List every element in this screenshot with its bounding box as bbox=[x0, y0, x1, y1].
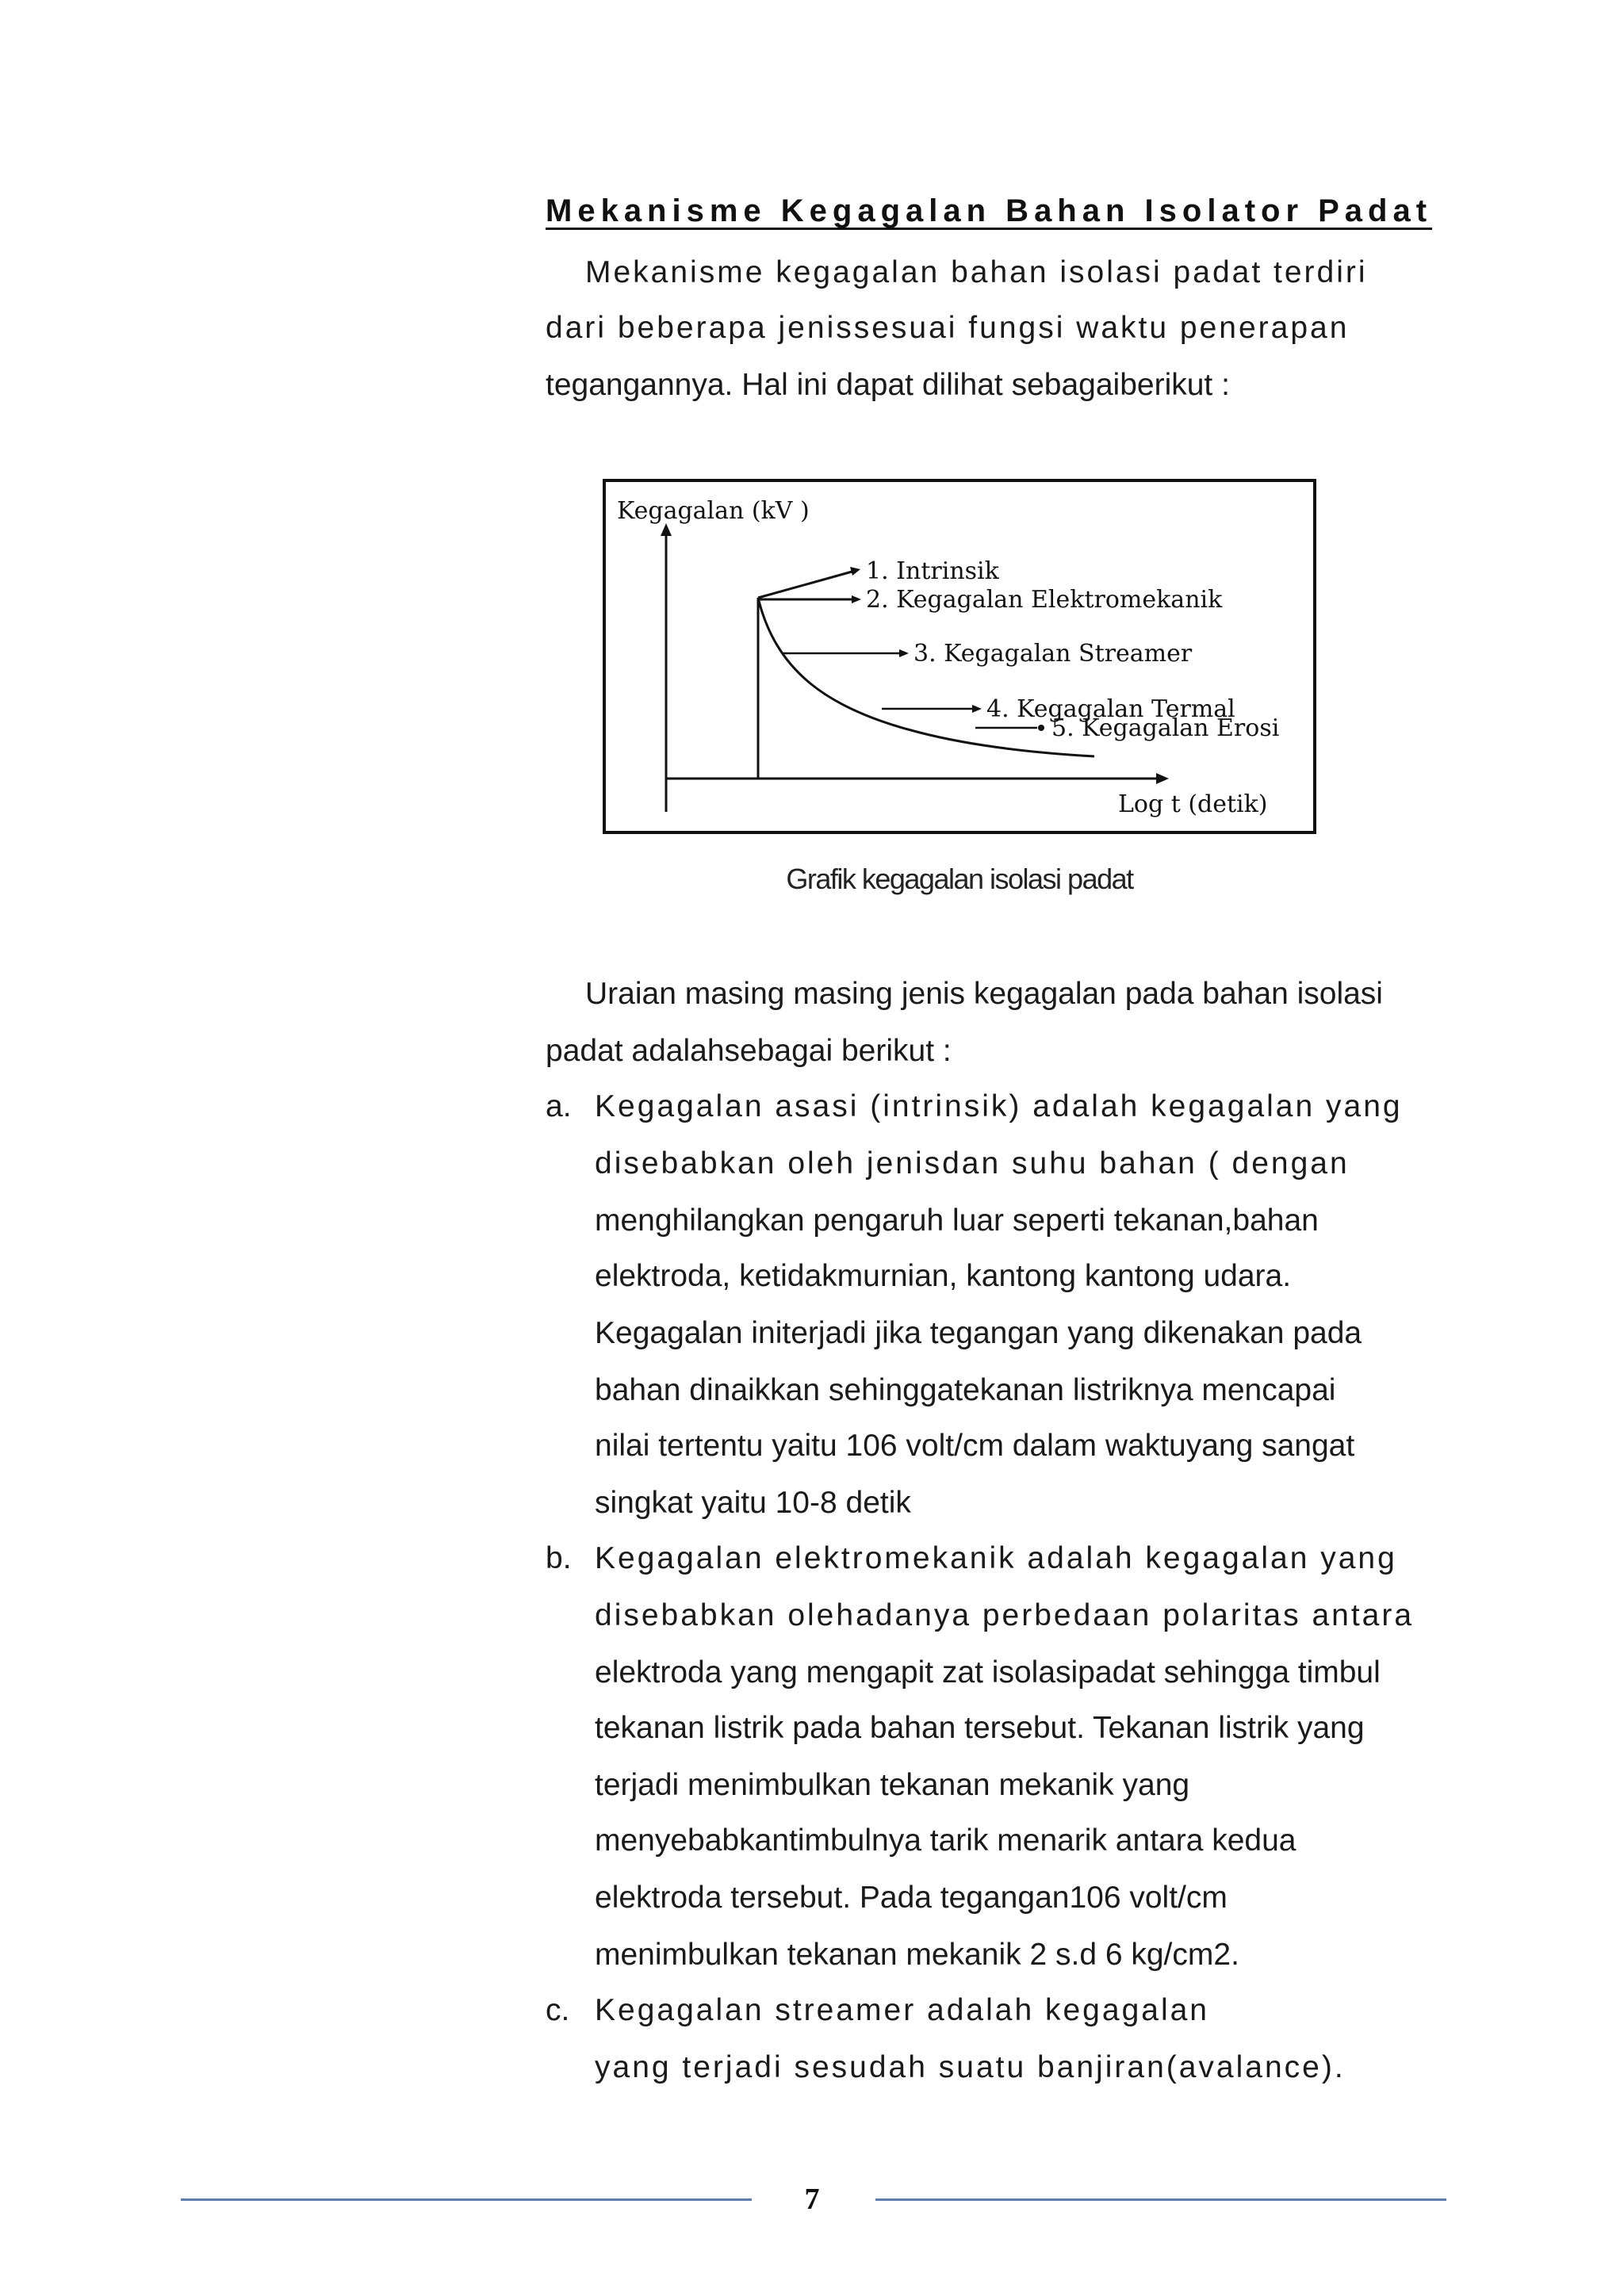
intro-line: dari beberapa jenissesuai fungsi waktu penerapan bbox=[546, 311, 1350, 345]
list-item-a-line: bahan dinaikkan sehinggatekanan listriknya mencapai bbox=[595, 1373, 1336, 1407]
list-item-a-line: Kegagalan asasi (intrinsik) adalah kegagalan yang bbox=[595, 1089, 1403, 1123]
list-marker-b: b. bbox=[546, 1541, 572, 1575]
footer-rule-left bbox=[181, 2198, 752, 2201]
list-item-a-line: nilai tertentu yaitu 106 volt/cm dalam waktuyang sangat bbox=[595, 1429, 1355, 1463]
list-item-a-line: menghilangkan pengaruh luar seperti tekanan,bahan bbox=[595, 1203, 1319, 1238]
pointer-dot-5 bbox=[1038, 725, 1044, 731]
footer-rule-right bbox=[875, 2198, 1446, 2201]
list-marker-c: c. bbox=[546, 1993, 570, 2027]
intro-line: tegangannya. Hal ini dapat dilihat sebagaiberikut : bbox=[546, 368, 1230, 402]
list-item-a-line: elektroda, ketidakmurnian, kantong kantong udara. bbox=[595, 1259, 1292, 1293]
breakdown-chart-figure bbox=[603, 479, 1316, 834]
uraian-line: Uraian masing masing jenis kegagalan pada bahan isolasi bbox=[585, 977, 1383, 1011]
list-item-b-line: tekanan listrik pada bahan tersebut. Tekanan listrik yang bbox=[595, 1711, 1365, 1745]
curve-label-4: 4. Kegagalan Termal bbox=[986, 695, 1235, 723]
curve-label-5: 5. Kegagalan Erosi bbox=[1051, 714, 1280, 742]
list-marker-a: a. bbox=[546, 1089, 572, 1123]
page-number: 7 bbox=[804, 2183, 820, 2216]
intro-line: Mekanisme kegagalan bahan isolasi padat terdiri bbox=[585, 255, 1368, 289]
list-item-a-line: singkat yaitu 10-8 detik bbox=[595, 1486, 911, 1520]
list-item-b-line: Kegagalan elektromekanik adalah kegagalan yang bbox=[595, 1541, 1397, 1575]
list-item-b-line: elektroda yang mengapit zat isolasipadat sehingga timbul bbox=[595, 1655, 1381, 1689]
curve-label-3: 3. Kegagalan Streamer bbox=[914, 640, 1193, 668]
list-item-b-line: terjadi menimbulkan tekanan mekanik yang bbox=[595, 1768, 1190, 1802]
list-item-b-line: disebabkan olehadanya perbedaan polaritas antara bbox=[595, 1598, 1415, 1632]
uraian-line: padat adalahsebagai berikut : bbox=[546, 1034, 952, 1068]
curve-label-2: 2. Kegagalan Elektromekanik bbox=[866, 586, 1223, 614]
list-item-c-line: Kegagalan streamer adalah kegagalan bbox=[595, 1993, 1209, 2027]
x-axis-label: Log t (detik) bbox=[1118, 790, 1268, 818]
curve-label-1: 1. Intrinsik bbox=[866, 557, 999, 585]
list-item-b-line: menimbulkan tekanan mekanik 2 s.d 6 kg/cm2. bbox=[595, 1938, 1239, 1972]
y-axis-label: Kegagalan (kV ) bbox=[617, 497, 810, 525]
list-item-a-line: Kegagalan initerjadi jika tegangan yang dikenakan pada bbox=[595, 1316, 1362, 1350]
figure-caption: Grafik kegagalan isolasi padat bbox=[786, 863, 1133, 895]
section-heading: Mekanisme Kegagalan Bahan Isolator Padat bbox=[546, 193, 1433, 228]
list-item-a-line: disebabkan oleh jenisdan suhu bahan ( dengan bbox=[595, 1146, 1350, 1181]
list-item-c-line: yang terjadi sesudah suatu banjiran(avalance). bbox=[595, 2050, 1346, 2084]
list-item-b-line: elektroda tersebut. Pada tegangan106 volt/cm bbox=[595, 1881, 1228, 1915]
breakdown-chart bbox=[603, 479, 1316, 834]
list-item-b-line: menyebabkantimbulnya tarik menarik antara kedua bbox=[595, 1823, 1297, 1858]
